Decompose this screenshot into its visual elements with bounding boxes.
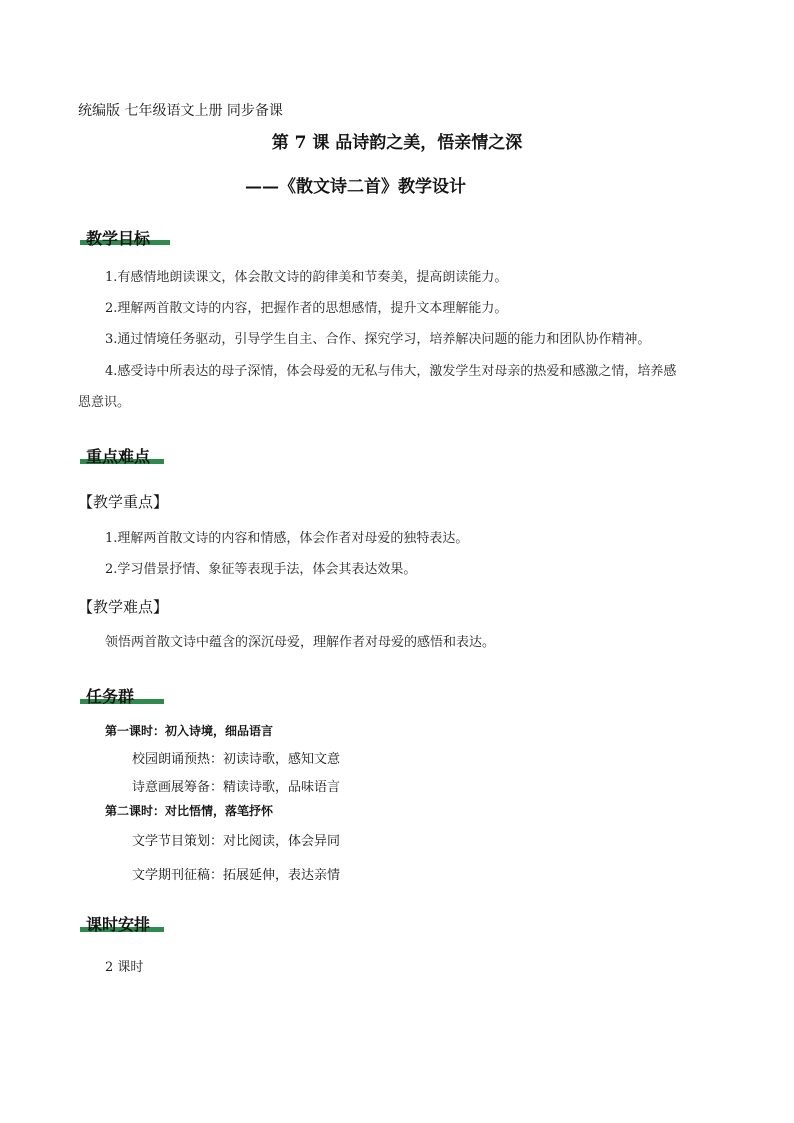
goal-item: 1.有感情地朗读课文，体会散文诗的韵律美和节奏美，提高朗读能力。 — [105, 270, 508, 285]
goal-item-continued: 恩意识。 — [78, 395, 131, 410]
goal-item: 4.感受诗中所表达的母子深情，体会母爱的无私与伟大，激发学生对母亲的热爱和感激之情，培养感 — [105, 364, 677, 379]
focus-label: 【教学重点】 — [78, 493, 169, 511]
focus-item: 1.理解两首散文诗的内容和情感，体会作者对母爱的独特表达。 — [105, 531, 469, 546]
goal-item: 2.理解两首散文诗的内容，把握作者的思想感情，提升文本理解能力。 — [105, 301, 508, 316]
task-item: 文学期刊征稿：拓展延伸，表达亲情 — [132, 868, 341, 883]
page-title: 第 7 课 品诗韵之美，悟亲情之深 — [271, 133, 523, 153]
task-item: 校园朗诵预热：初读诗歌，感知文意 — [132, 752, 341, 767]
section-heading-goals: 教学目标 — [86, 229, 151, 248]
session-title: 第二课时：对比悟情，落笔抒怀 — [105, 804, 274, 818]
task-item: 诗意画展筹备：精读诗歌，品味语言 — [132, 780, 341, 795]
task-item: 文学节目策划：对比阅读，体会异同 — [132, 834, 341, 849]
page-subtitle: ——《散文诗二首》教学设计 — [245, 177, 466, 197]
schedule-text: 2 课时 — [105, 960, 144, 975]
difficulty-label: 【教学难点】 — [78, 598, 169, 616]
difficulty-text: 领悟两首散文诗中蕴含的深沉母爱，理解作者对母爱的感悟和表达。 — [105, 635, 496, 650]
section-heading-key-points: 重点难点 — [86, 447, 151, 466]
focus-item: 2.学习借景抒情、象征等表现手法，体会其表达效果。 — [105, 562, 417, 577]
session-title: 第一课时：初入诗境，细品语言 — [105, 724, 274, 738]
document-meta: 统编版 七年级语文上册 同步备课 — [78, 103, 283, 119]
section-heading-schedule: 课时安排 — [86, 915, 151, 934]
section-heading-tasks: 任务群 — [86, 687, 135, 706]
goal-item: 3.通过情境任务驱动，引导学生自主、合作、探究学习，培养解决问题的能力和团队协作精神。 — [105, 332, 651, 347]
